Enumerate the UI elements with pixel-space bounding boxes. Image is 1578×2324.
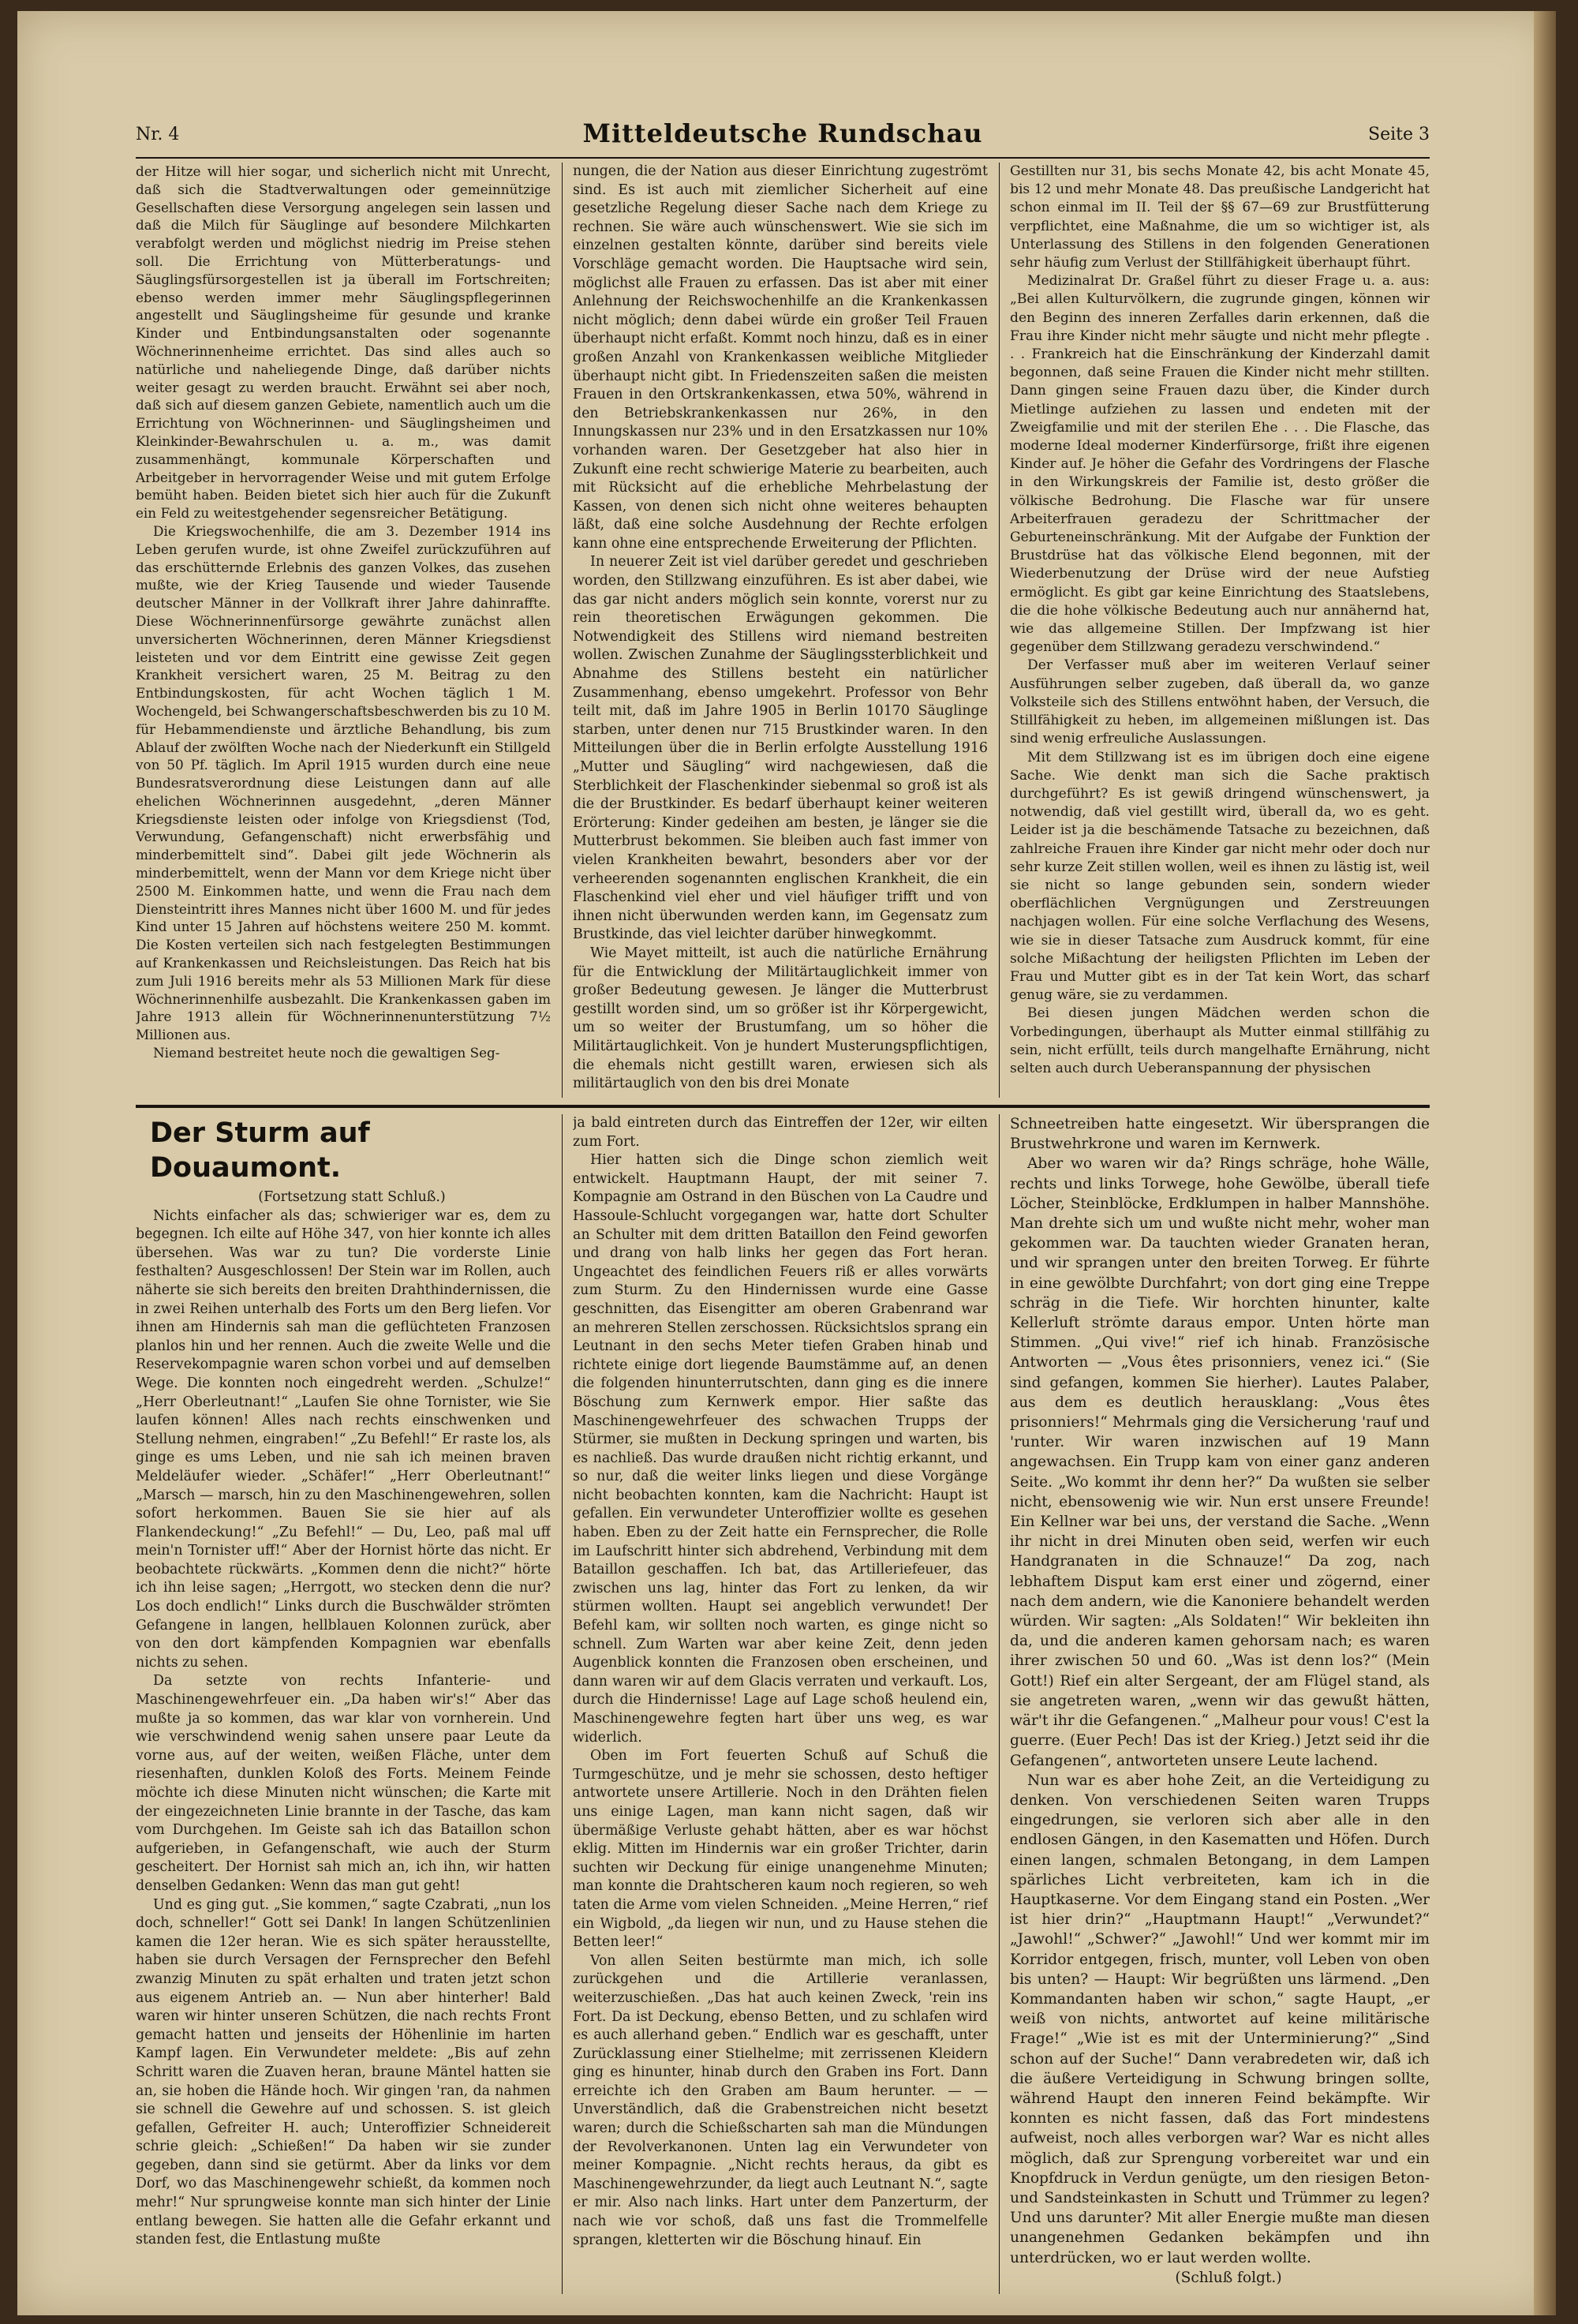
upper-column-3 <box>1010 163 1430 1094</box>
article-column-3 <box>1010 1114 1430 2294</box>
paragraph: Der Verfasser muß aber im weiteren Verlauf seiner Ausführungen selber zugeben, daß überall da, wo ganze Volksteile sich des Stillens entwöhnt haben, der Versuch, die Stillfähigkeit zu heben, im allgemeinen mißlungen ist. Das sind wenig erfreuliche Auslassungen. <box>1010 657 1430 747</box>
paragraph: Mit dem Stillzwang ist es im übrigen doch eine eigene Sache. Wie denkt man sich die Sache praktisch durchgeführt? Es ist gewiß dringend wünschenswert, ja notwendig, daß viel gestillt wird, überall da, wo es geht. Leider ist ja die beschämende Tatsache zu bezeichnen, daß zahlreiche Frauen ihre Kinder gar nicht mehr oder doch nur sehr kurze Zeit stillen wollen, weil es ihnen zu lästig ist, weil sie nicht so lange gebunden sein, sondern wieder oberflächlichen Vergnügungen und Zerstreuungen nachjagen wollen. Für eine solche Verflachung des Wesens, wie sie in dieser Tatsache zum Ausdruck kommt, für eine solche Mißachtung der heiligsten Pflichten im Leben der Frau und Mutter gibt es in der Tat kein Wort, das scharf genug wäre, sie zu verdammen. <box>1010 749 1430 1004</box>
paragraph: ja bald eintreten durch das Eintreffen der 12er, wir eilten zum Fort. <box>573 1115 988 1150</box>
paragraph: Die Kriegswochenhilfe, die am 3. Dezember 1914 ins Leben gerufen wurde, ist ohne Zweifel zurückzuführen auf das erschütternde Erlebnis des ganzen Volkes, das zusehen mußte, wie der Krieg Tausende und wieder Tausende deutscher Männer in der Vollkraft ihrer Jahre dahinraffte. Diese Wöchnerinnenfürsorge gewährte zunächst allen unversicherten Wöchnerinnen, deren Männer Kriegsdienst leisteten und vor dem Eintritt eine gewisse Zeit gegen Krankheit versichert waren, 25 M. Beitrag zu den Entbindungskosten, für acht Wochen täglich 1 M. Wochengeld, bei Schwangerschaftsbeschwerden bis zu 10 M. für Hebammendienste und ärztliche Behandlung, bis zum Ablauf der zwölften Woche nach der Niederkunft ein Stillgeld von 50 Pf. täglich. Im April 1915 wurden durch eine neue Bundesratsverordnung diese Leistungen dann auf alle ehelichen Wöchnerinnen ausgedehnt, „deren Männer Kriegsdienste leisten oder infolge von Kriegsdienst (Tod, Verwundung, Gefangenschaft) nicht erwerbsfähig und minderbemittelt sind“. Dabei gilt jede Wöchnerin als minderbemittelt, wenn der Mann vor dem Kriege nicht über 2500 M. Einkommen hatte, und wenn die Frau nach dem Diensteintritt ihres Mannes nicht über 1600 M. und für jedes Kind unter 15 Jahren auf höchstens weitere 250 M. kommt. Die Kosten verteilen sich nach festgelegten Bestimmungen auf Krankenkassen und Reichsleistungen. Das Reich hat bis zum Juli 1916 bereits mehr als 53 Millionen Mark für diese Wöchnerinnenhilfe ausbezahlt. Die Krankenkassen gaben im Jahre 1913 allein für Wöchnerinnenunterstützung 7½ Millionen aus. <box>136 522 551 1043</box>
article-column-2 <box>573 1114 988 2294</box>
paragraph: Hier hatten sich die Dinge schon ziemlich weit entwickelt. Hauptmann Haupt, der mit seiner 7. Kompagnie am Ostrand in den Büschen von La Caudre und Hassoule-Schlucht vorgegangen war, hatte dort Schulter an Schulter mit dem dritten Bataillon den Feind geworfen und drang von halb links her gegen das Fort heran. Ungeachtet des feindlichen Feuers riß er alles vorwärts zum Sturm. Zu den Hindernissen wurde eine Gasse geschnitten, das Eisengitter am oberen Grabenrand war an mehreren Stellen zerschossen. Rücksichtslos sprang ein Leutnant in den sechs Meter tiefen Graben hinab und richtete einige dort liegende Baumstämme auf, an denen die folgenden hinunterrutschten, dann ging es die innere Böschung zum Kernwerk empor. Hier saßte das Maschinengewehrfeuer des schwachen Trupps der Stürmer, sie mußten in Deckung springen und warten, bis es nachließ. Das wurde draußen nicht richtig erkannt, und so nur, daß die weiter links liegen und diese Vorgänge nicht beobachten konnten, kam die Nachricht: Haupt ist gefallen. Ein verwundeter Unteroffizier wollte es gesehen haben. Eben zu der Zeit hatte ein Fernsprecher, die Rolle im Laufschritt hinter sich abdrehend, Verbindung mit dem Bataillon geschaffen. Ich bat, das Artilleriefeuer, das zwischen uns lag, hinter das Fort zu lenken, da wir stürmen wollten. Haupt sei angeblich verwundet! Der Befehl kam, wir sollten noch warten, es ginge nicht so schnell. Zum Warten war aber keine Zeit, denn jeden Augenblick konnten die Franzosen oben erscheinen, und dann waren wir auf dem Glacis verraten und verkauft. Los, durch die Hindernisse! Lage auf Lage schoß heulend ein, Maschinengewehre fegten hart über uns weg, es war widerlich. <box>573 1152 988 1746</box>
page-header <box>136 114 1430 153</box>
paragraph: Wie Mayet mitteilt, ist auch die natürliche Ernährung für die Entwicklung der Militärtauglichkeit immer von großer Bedeutung gewesen. Je länger die Mutterbrust gestillt worden sind, um so größer ist ihr Körpergewicht, um so weiter der Brustumfang, um so höher die Militärtauglichkeit. Von je hundert Musterungspflichtigen, die ehemals nicht gestillt waren, erwiesen sich als militärtauglich von den bis drei Monate <box>573 945 988 1092</box>
column-divider <box>562 1114 563 2294</box>
paragraph: nungen, die der Nation aus dieser Einrichtung zugeströmt sind. Es ist auch mit ziemlicher Sicherheit auf eine gesetzliche Regelung dieser Sache nach dem Kriege zu rechnen. Sie wäre auch wünschenswert. Wie sie sich im einzelnen gestalten könnte, darüber sind bereits viele Vorschläge gemacht worden. Die Hauptsache wird sein, möglichst alle Frauen zu erfassen. Das ist aber mit einer Anlehnung der Reichswochenhilfe an die Krankenkassen nicht möglich; denn dabei würde ein großer Teil Frauen überhaupt nicht erfaßt. Kommt noch hinzu, daß es in einer großen Anzahl von Krankenkassen weibliche Mitglieder überhaupt nicht gibt. In Friedenszeiten saßen die meisten Frauen in den Ortskrankenkassen, etwa 50%, während in den Betriebskrankenkassen nur 26%, in den Innungskassen nur 23% und in den Ersatzkassen nur 10% vorhanden waren. Der Gesetzgeber hat also hier in Zukunft eine recht schwierige Materie zu bearbeiten, auch mit Rücksicht auf die erhebliche Mehrbelastung der Kassen, von denen sich nicht ohne weiteres behaupten läßt, daß eine solche Ausdehnung der Rechte erfolgen kann ohne eine entsprechende Erweiterung der Pflichten. <box>573 163 988 552</box>
paragraph: Nichts einfacher als das; schwieriger war es, dem zu begegnen. Ich eilte auf Höhe 347, von hier konnte ich alles übersehen. Was war zu tun? Die vorderste Linie festhalten? Ausgeschlossen! Der Stein war im Rollen, auch näherte sie sich bereits den breiten Drahthindernissen, die in zwei Reihen unterhalb des Forts um den Berg liefen. Vor ihnen am Hindernis sah man die geflüchteten Franzosen planlos hin und her rennen. Auch die zweite Welle und die Reservekompagnie waren schon vorbei und auf demselben Wege. Die konnten noch eingedreht werden. „Schulze!“ „Herr Oberleutnant!“ „Laufen Sie ohne Tornister, wie Sie laufen können! Alles nach rechts einschwenken und Stellung nehmen, eingraben!“ „Zu Befehl!“ Er raste los, als ginge es ums Leben, und nie sah ich meinen braven Meldeläufer wieder. „Schäfer!“ „Herr Oberleutnant!“ „Marsch — marsch, hin zu den Maschinengewehren, sollen sofort herkommen. Bauen Sie sie hier auf als Flankendeckung!“ „Zu Befehl!“ — Du, Leo, paß mal uff mein'n Tornister uff!“ Aber der Hornist hörte das nicht. Er beobachtete rückwärts. „Kommen denn die nicht?“ hörte ich ihn leise sagen; „Herrgott, wo stecken denn die nur? Los doch endlich!“ Links durch die Buschwälder strömten Gefangene in langen, hellblauen Kolonnen zurück, aber von den dort kämpfenden Kompagnien war ebenfalls nichts zu sehen. <box>136 1207 551 1671</box>
upper-column-2 <box>573 163 988 1094</box>
paragraph: Gestillten nur 31, bis sechs Monate 42, bis acht Monate 45, bis 12 und mehr Monate 48. Das preußische Landgericht hat schon einmal im II. Teil der §§ 67—69 zur Brustfütterung verpflichtet, eine Maßnahme, die um so wichtiger ist, als Unterlassung des Stillens in den folgenden Generationen sehr häufig zum Verlust der Stillfähigkeit überhaupt führt. <box>1010 163 1430 271</box>
paragraph: Oben im Fort feuerten Schuß auf Schuß die Turmgeschütze, und je mehr sie schossen, desto heftiger antwortete unsere Artillerie. Noch in den Drähten fielen uns einige Lagen, man kann nicht sagen, daß wir übermäßige Verluste gehabt hätten, aber es war höchst eklig. Mitten im Hindernis war ein großer Trichter, darin suchten wir Deckung für einige unangenehme Minuten; man konnte die Drahtscheren kaum noch regieren, so weh taten die Arme vom vielen Schneiden. „Meine Herren,“ rief ein Wigbold, „da liegen wir nun, und zu Hause stehen die Betten leer!“ <box>573 1748 988 1951</box>
section-rule <box>136 1105 1430 1108</box>
paragraph: Schneetreiben hatte eingesetzt. Wir übersprangen die Brustwehrkrone und waren im Kernwerk. <box>1010 1116 1430 1153</box>
paragraph: Da setzte von rechts Infanterie- und Maschinengewehrfeuer ein. „Da haben wir's!“ Aber das mußte ja so kommen, das war klar von vornherein. Und wie verschwindend wenig sahen unsere paar Leute da vorne aus, auf der weiten, weißen Fläche, unter dem riesenhaften, dunklen Koloß des Forts. Meinem Feinde möchte ich diese Minuten nicht wünschen; die Karte mit der eingezeichneten Linie brannte in der Tasche, das kam vom Durchgehen. Im Geiste sah ich das Bataillon schon aufgerieben, in Gefangenschaft, wie auch der Sturm gescheitert. Der Hornist sah mich an, ich ihn, wir hatten denselben Gedanken: Wenn das man gut geht! <box>136 1673 551 1894</box>
column-divider <box>999 1114 1000 2294</box>
article-title: Der Sturm auf Douaumont. <box>150 1117 370 1184</box>
paragraph: In neuerer Zeit ist viel darüber geredet und geschrieben worden, den Stillzwang einzuführen. Es ist aber dabei, wie das gar nicht anders möglich sein konnte, vorerst nur zu rein theoretischen Erwägungen gekommen. Die Notwendigkeit des Stillens wird niemand bestreiten wollen. Zwischen Zunahme der Säuglingssterblichkeit und Abnahme des Stillens besteht ein natürlicher Zusammenhang, ebenso umgekehrt. Professor von Behr teilt mit, daß im Jahre 1905 in Berlin 10170 Säuglinge starben, unter denen nur 715 Brustkinder waren. In den Mitteilungen über die in Berlin erfolgte Ausstellung 1916 „Mutter und Säugling“ wird nachgewiesen, daß die Sterblichkeit der Flaschenkinder siebenmal so groß ist als die der Brustkinder. Es bedarf überhaupt keiner weiteren Erörterung: Kinder gedeihen am besten, je länger sie die Mutterbrust bekommen. Sie bleiben auch fast immer von vielen Krankheiten bewahrt, besonders aber vor der verheerenden sogenannten englischen Krankheit, die ein Flaschenkind viel eher und viel häufiger trifft und von ihnen nicht überwunden werden kann, im Gegensatz zum Brustkinde, das viel leichter darüber hinwegkommt. <box>573 554 988 943</box>
column-divider <box>999 163 1000 1098</box>
paragraph: Aber wo waren wir da? Rings schräge, hohe Wälle, rechts und links Torwege, hohe Gewölbe, überall tiefe Löcher, Steinblöcke, Erdklumpen in halber Mannshöhe. Man drehte sich um und wußte nicht mehr, woher man gekommen war. Da tauchten wieder Granaten heran, und wir sprangen unter den breiten Torweg. Er führte in eine gewölbte Durchfahrt; von dort ging eine Treppe schräg in die Tiefe. Wir horchten hinunter, kalte Kellerluft strömte daraus empor. Unten hörte man Stimmen. „Qui vive!“ rief ich hinab. Französische Antworten — „Vous êtes prisonniers, venez ici.“ (Sie sind gefangen, kommen Sie hierher). Lautes Palaber, aus dem es deutlich herausklang: „Vous êtes prisonniers!“ Mehrmals ging die Versicherung 'rauf und 'runter. Wir waren inzwischen auf 19 Mann angewachsen. Ein Trupp kam von einer ganz anderen Seite. „Wo kommt ihr denn her?“ Da wußten sie selber nicht, ebensowenig wie wir. Nun erst unsere Freunde! Ein Kellner war bei uns, der verstand die Sache. „Wenn ihr nicht in drei Minuten oben seid, werfen wir euch Handgranaten in die Schnauze!“ Da zog, nach lebhaftem Disput kam erst einer und zögernd, einer nach dem andern, wie die Kanoniere behandelt werden würden. Wir sagten: „Als Soldaten!“ Wir bekleiten ihn da, und die anderen kamen gehorsam nach; es waren ihrer zwischen 50 und 60. „Was ist denn los?“ (Mein Gott!) Rief ein alter Sergeant, der am Flügel stand, als sie angetreten waren, „wenn wir das gewußt hätten, wär't ihr die Gefangenen.“ „Malheur pour vous! C'est la guerre. (Euer Pech! Das ist der Krieg.) Jetzt seid ihr die Gefangenen“, antworteten unsere Leute lachend. <box>1010 1155 1430 1769</box>
column-divider <box>562 163 563 1098</box>
upper-column-1 <box>136 163 551 1094</box>
paragraph: der Hitze will hier sogar, und sicherlich nicht mit Unrecht, daß sich die Stadtverwaltungen oder gemeinnützige Gesellschaften diese Versorgung angelegen sein lassen und daß die Milch für Säuglinge auf besondere Milchkarten verabfolgt werden und möglichst niedrig im Preise stehen soll. Die Errichtung von Mütterberatungs- und Säuglingsfürsorgestellen ist ja überall im Fortschreiten; ebenso werden immer mehr Säuglingspflegerinnen angestellt und Säuglingsheime für gesunde und kranke Kinder und Entbindungsanstalten oder sogenannte Wöchnerinnenheime errichtet. Das sind alles auch so natürliche und naheliegende Dinge, daß darüber nichts weiter gesagt zu werden braucht. Erwähnt sei aber noch, daß sich auf diesem ganzen Gebiete, namentlich auch um die Errichtung von Wöchnerinnen- und Säuglingsheimen und Kleinkinder-Bewahrschulen u. a. m., was damit zusammenhängt, kommunale Körperschaften und Arbeitgeber in hervorragender Weise und mit gutem Erfolge bemüht haben. Beiden bietet sich hier auch für die Zukunft ein Feld zu weitestgehender segensreicher Betätigung. <box>136 163 551 522</box>
paragraph: Medizinalrat Dr. Graßel führt zu dieser Frage u. a. aus: „Bei allen Kulturvölkern, die zugrunde gingen, können wir den Beginn des inneren Zerfalles darin erkennen, daß die Frau ihre Kinder nicht mehr säugte und nicht mehr pflegte . . . Frankreich hat die Einschränkung der Kinderzahl damit begonnen, daß seine Frauen die Kinder nicht mehr stillten. Dann gingen seine Frauen dazu über, die Kinder durch Mietlinge aufziehen zu lassen und endeten mit der Zweigfamilie und mit der sterilen Ehe . . . Die Flasche, das moderne Ideal moderner Kinderfürsorge, frißt ihre eigenen Kinder auf. Je höher die Gefahr des Vordringens der Flasche in den Wirkungskreis der Familie ist, desto größer die völkische Bedrohung. Die Flasche war für unsere Arbeiterfrauen geradezu der Schrittmacher der Geburteneinschränkung. Mit der Aufgabe der Funktion der Brustdrüse hat das völkische Elend begonnen, mit der Wiederbenutzung der Drüse wird der neue Aufstieg ermöglicht. Es gibt gar keine Einrichtung des Staatslebens, die die hohe völkische Bedeutung auch nur annähernd hat, wie das allgemeine Stillen. Der Impfzwang ist hier gegenüber dem Stillzwang geradezu verschwindend.“ <box>1010 273 1430 656</box>
newspaper-title: Mitteldeutsche Rundschau <box>582 118 983 148</box>
book-binding-edge <box>1534 11 1556 2315</box>
article-column-1 <box>136 1114 551 2294</box>
newspaper-page <box>17 11 1556 2315</box>
paragraph: Nun war es aber hohe Zeit, an die Verteidigung zu denken. Von verschiedenen Seiten waren Trupps eingedrungen, sie verloren sich aber alle in den endlosen Gängen, in den Kasematten und Höfen. Durch einen langen, schmalen Betongang, in dem Lampen spärliches Licht verbreiteten, kam ich in die Hauptkaserne. Vor dem Eingang stand ein Posten. „Wer ist hier drin?“ „Hauptmann Haupt!“ „Verwundet?“ „Jawohl!“ „Schwer?“ „Jawohl!“ Und wer kommt mir im Korridor entgegen, frisch, munter, voll Leben von oben bis unten? — Haupt: Wir begrüßten uns lärmend. „Den Kommandanten haben wir schon,“ sagte Haupt, „er weiß von nichts, antwortet auf keine militärische Frage!“ „Wie ist es mit der Unterminierung?“ „Sind schon auf der Suche!“ Dann verabredeten wir, daß ich die äußere Verteidigung in Schwung bringen sollte, während Haupt den inneren Feind bekämpfte. Wir konnten es nicht fassen, daß das Fort mindestens aufweist, noch alles verborgen war? War es nicht alles möglich, daß zur Sprengung vorbereitet war und ein Knopfdruck in Verdun genügte, um den riesigen Beton- und Sandsteinkasten in Schutt und Trümmer zu legen? Und uns darunter? Mit aller Energie mußte man diesen unangenehmen Gedanken bekämpfen und ihn unterdrücken, wo er laut werden wollte. <box>1010 1772 1430 2266</box>
header-rule <box>136 157 1430 159</box>
issue-number: Nr. 4 <box>136 125 180 144</box>
paragraph: Und es ging gut. „Sie kommen,“ sagte Czabrati, „nun los doch, schneller!“ Gott sei Dank! In langen Schützenlinien kamen die 12er heran. Wie es sich später herausstellte, haben sie durch Versagen der Fernsprecher den Befehl zwanzig Minuten zu spät erhalten und traten jetzt schon aus eigenem Antrieb an. — Nun aber hinterher! Bald waren wir hinter unseren Schützen, die nach rechts Front gemacht hatten und jenseits der Höhenlinie im harten Kampf lagen. Ein Verwundeter meldete: „Bis auf zehn Schritt waren die Zuaven heran, braune Mäntel hatten sie an, sie hoben die Hände hoch. Wir gingen 'ran, da nahmen sie schnell die Gewehre auf und schossen. S. ist gleich gefallen, Gefreiter H. auch; Unteroffizier Schneidereit schrie gleich: „Schießen!“ Da haben wir sie zunder gegeben, dann sind sie getürmt. Aber da links vor dem Dorf, wo das Maschinengewehr schießt, da kommen noch mehr!“ Nur sprungweise konnte man sich hinter der Linie entlang bewegen. Sie hatten alle die Gefahr erkannt und standen fest, die Entlastung mußte <box>136 1896 551 2248</box>
paragraph: Niemand bestreitet heute noch die gewaltigen Seg- <box>153 1045 500 1061</box>
to-be-continued-note: (Schluß folgt.) <box>1175 2269 1282 2286</box>
paragraph: Von allen Seiten bestürmte man mich, ich solle zurückgehen und die Artillerie veranlassen, weiterzuschießen. „Das hat auch keinen Zweck, 'rein ins Fort. Da ist Deckung, ebenso Betten, und zu schlafen wird es auch allerhand geben.“ Endlich war es geschafft, unter Zurücklassung einer Stielhelme; mit zerrissenen Kleidern ging es hinunter, hinab durch den Graben ins Fort. Dann erreichte ich den Graben am Baum herunter. — — Unverständlich, daß die Grabenstreichen nicht besetzt waren; durch die Schießscharten sah man die Mündungen der Revolverkanonen. Unten lag ein Verwundeter von meiner Kompagnie. „Nicht rechts heraus, da gibt es Maschinengewehrzunder, da liegt auch Leutnant N.“, sagte er mir. Also nach links. Hart unter dem Panzerturm, der nach wie vor schoß, daß uns fast die Trommelfelle sprangen, kletterten wir die Böschung hinauf. Ein <box>573 1952 988 2248</box>
article-subtitle: (Fortsetzung statt Schluß.) <box>258 1189 446 1205</box>
paragraph: Bei diesen jungen Mädchen werden schon die Vorbedingungen, überhaupt als Mutter einmal stillfähig zu sein, nicht erfüllt, teils durch mangelhafte Ernährung, nicht selten auch durch Ueberanspannung der physischen <box>1010 1005 1430 1076</box>
page-number: Seite 3 <box>1368 125 1430 144</box>
